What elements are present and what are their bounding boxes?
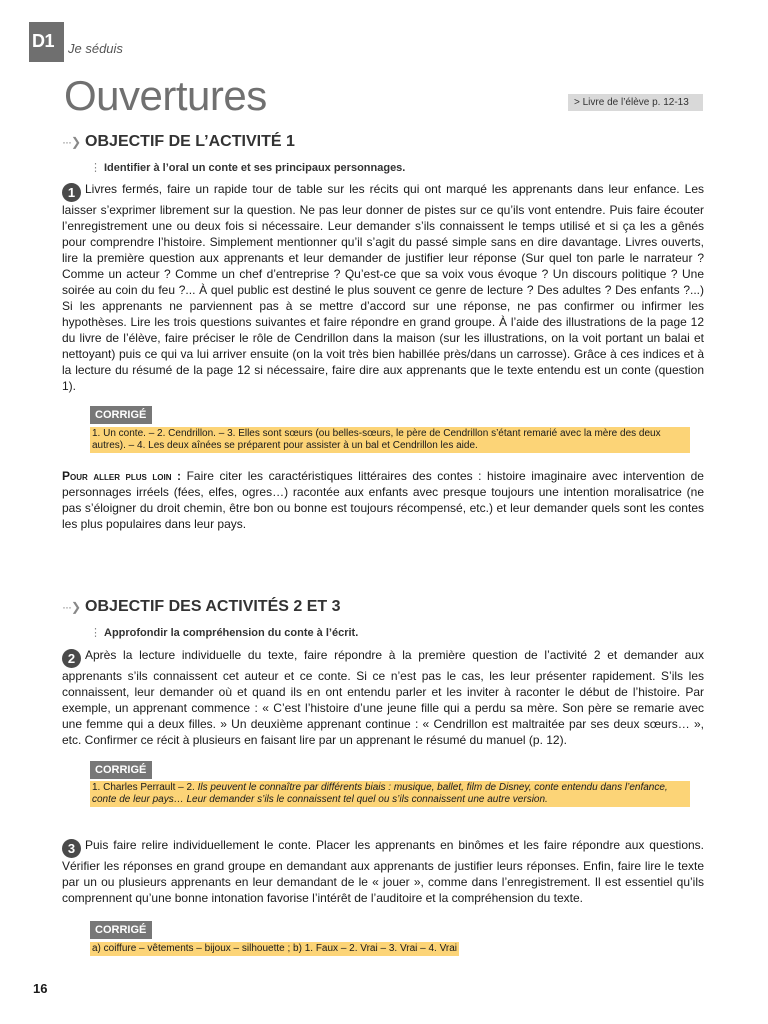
objective-2-title: OBJECTIF DES ACTIVITÉS 2 ET 3 (85, 598, 341, 615)
paragraph-2 (62, 647, 704, 748)
number-badge-2: 2 (62, 649, 81, 668)
paragraph-3-text: Puis faire relire individuellement le conte. Placer les apprenants en binômes et les faire répondre aux questions. Vérifier les réponses en grand groupe en demandant aux apprenants de justifier leurs réponses. Enfin, faire lire le texte par un ou plusieurs apprenants en leur demandant de le « jouer », comme dans l’enregistrement. Il est essentiel qu’ils comprennent qu’une bonne intonation favorise l’intérêt de l’auditoire et la compréhension du texte. (62, 838, 704, 905)
page-title: Ouvertures (64, 72, 267, 119)
vertical-dots-icon: ⋮ (90, 627, 101, 639)
objective-2-subtitle-text: Approfondir la compréhension du conte à l’écrit. (104, 627, 359, 639)
arrow-dots-icon: ···❯ (62, 600, 81, 614)
corrige-2-plain: 1. Charles Perrault – 2. (92, 782, 198, 793)
objective-1-title: OBJECTIF DE L’ACTIVITÉ 1 (85, 133, 295, 150)
unit-tab (29, 22, 64, 62)
paragraph-2-text: Après la lecture individuelle du texte, faire répondre à la première question de l’activité 2 et demander aux apprenants s’ils connaissent cet auteur et ce conte. Si ce n’est pas le cas, les leur présenter rapidement. S’ils les connaissent, leur demander où et quand ils en ont entendu parler et les inviter à raconter le début de l’histoire. Par exemple, un apprenant commence : « C’est l’histoire d’une jeune fille qui a perdu sa mère. Son père se remarie avec une femme qui a deux filles. » Un deuxième apprenant continue : « Cendrillon est maltraitée par ses deux sœurs… », etc. Confirmer ce récit à plusieurs en faisant lire par un apprenant le résumé du manuel (p. 12). (62, 648, 704, 747)
corrige-3: a) coiffure – vêtements – bijoux – silhouette ; b) 1. Faux – 2. Vrai – 3. Vrai – 4. Vrai (92, 943, 458, 954)
objective-1-heading (62, 133, 295, 151)
objective-1-subtitle (90, 161, 405, 174)
corrige-label-3: CORRIGÉ (90, 921, 152, 939)
vertical-dots-icon: ⋮ (90, 162, 101, 174)
corrige-2-italic: Ils peuvent le connaître par différents biais : musique, ballet, film de Disney, conte entendu dans l’enfance, conte de leur pays… Leur demander s’ils le connaissent tel quel ou s’ils connaissent une autre version. (92, 782, 668, 805)
corrige-label-2: CORRIGÉ (90, 761, 152, 779)
pour-aller-text: Faire citer les caractéristiques littéraires des contes : histoire imaginaire avec intervention de personnages irréels (fées, elfes, ogres…) racontée aux enfants avec presque toujours une intention moralisatrice (ne pas s’éloigner du droit chemin, être bon ou bonne est toujours récompensé, etc.) et leur demander quels sont les contes les plus populaires dans leur pays. (62, 469, 704, 531)
objective-2-heading (62, 598, 341, 616)
corrige-label-1: CORRIGÉ (90, 406, 152, 424)
page-number: 16 (33, 981, 48, 996)
objective-1-subtitle-text: Identifier à l’oral un conte et ses principaux personnages. (104, 162, 406, 174)
pour-aller-plus-loin (62, 468, 704, 532)
pour-aller-label: Pour aller plus loin : (62, 469, 182, 483)
corrige-1: 1. Un conte. – 2. Cendrillon. – 3. Elles sont sœurs (ou belles-sœurs, le père de Cendrillon s’étant remarié avec la mère des deux autres). – 4. Les deux aînées se préparent pour assister à un bal et Cendrillon les aide. (90, 427, 690, 453)
paragraph-1-text: Livres fermés, faire un rapide tour de table sur les récits qui ont marqué les apprenants dans leur enfance. Les laisser s’exprimer librement sur la question. Ne pas leur donner de pistes sur ce qu’ils vont entendre. Puis faire écouter l’enregistrement une ou deux fois si nécessaire. Leur demander s’ils connaissent le temps utilisé et si ça les a gênés pour comprendre l’histoire. Simplement mentionner qu’il s’agit du passé simple sans en dire davantage. Livres ouverts, lire la première question aux apprenants et leur demander de justifier leur réponse (Sur quel ton parle le narrateur ? Comme un acteur ? Comme un chef d’entreprise ? Qu’est-ce que sa voix vous évoque ? Un discours politique ? Une soirée au coin du feu ?... À quel public est destiné le plus souvent ce genre de lecture ? Des adultes ? Des enfants ?...) Si les apprenants ne parviennent pas à se mettre d’accord sur une réponse, ne pas confirmer ou infirmer les hypothèses. Lire les trois questions suivantes et faire répondre en grand groupe. À l’aide des illustrations de la page 12 du livre de l’élève, faire préciser le rôle de Cendrillon dans la maison (sur les illustrations, on la voit portant un balai et nettoyant) puis ce qui va lui arriver ensuite (on la voit très bien habillée près/dans un carrosse). Grâce à ces indices et à la lecture du résumé de la page 12 si nécessaire, faire dire aux apprenants que le texte entendu est un conte (question 1). (62, 182, 704, 393)
number-badge-3: 3 (62, 839, 81, 858)
number-badge-1: 1 (62, 183, 81, 202)
paragraph-1 (62, 181, 704, 394)
unit-label: D1 (32, 31, 55, 51)
paragraph-3 (62, 837, 704, 906)
section-name: Je séduis (68, 41, 123, 56)
book-reference: > Livre de l’élève p. 12-13 (568, 94, 703, 111)
objective-2-subtitle (90, 626, 358, 639)
arrow-dots-icon: ···❯ (62, 135, 81, 149)
corrige-2 (90, 781, 690, 807)
